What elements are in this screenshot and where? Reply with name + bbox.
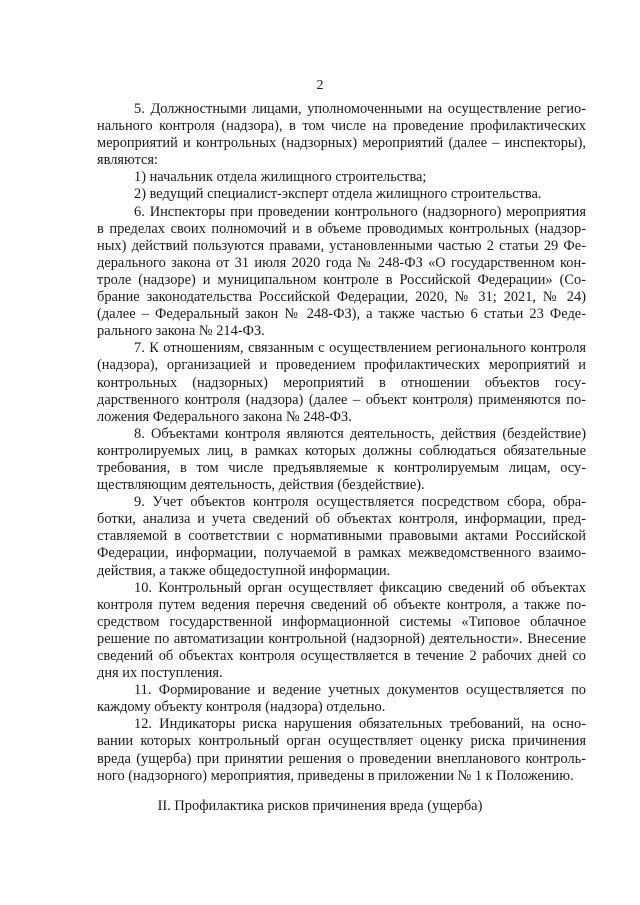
paragraph-5-inspectors: 5. Должностными лицами, уполномоченными на осуществление регионального контроля (надзора), в том числе на проведение профилактических мероприятий и контрольных (надзорных) мероприятий (далее – инспекторы), являются: xyxy=(97,101,586,169)
section-heading: II. Профилактика рисков причинения вреда (ущерба) xyxy=(157,798,483,814)
paragraph-8-objects: 8. Объектами контроля являются деятельность, действия (бездействие) контролируемых лиц, в рамках которых должны соблюдаться обязательные требования, в том числе предъявляемые к контролируемым лицам, осуществляющим деятельность, действия (бездействие). xyxy=(97,425,586,494)
paragraph-11-documents: 11. Формирование и ведение учетных документов осуществляется по каждому объекту контроля (надзора) отдельно. xyxy=(97,682,586,716)
paragraph-6-rights: 6. Инспекторы при проведении контрольного (надзорного) мероприятия в пределах своих полномочий и в объеме проводимых контрольных (надзорных) действий пользуются правами, установленными частью 2 статьи 29 Федерального закона от 31 июля 2020 года № 248-ФЗ «О государственном контроле (надзоре) и муниципальном контроле в Российской Федерации» (Собрание законодательства Российской Федерации, 2020, № 31; 2021, № 24) (далее – Федеральный закон № 248-ФЗ), а также частью 6 статьи 23 Федерального закона № 214-ФЗ. xyxy=(97,203,586,340)
list-item-1: 1) начальник отдела жилищного строительства; xyxy=(134,169,427,186)
document-body xyxy=(97,101,586,785)
paragraph-7-relations: 7. К отношениям, связанным с осуществлением регионального контроля (надзора), организацией и проведением профилактических мероприятий и контрольных (надзорных) мероприятий в отношении объектов государственного контроля (надзора) (далее – объект контроля) применяются положения Федерального закона № 248-ФЗ. xyxy=(97,340,586,425)
page-number: 2 xyxy=(316,78,324,93)
list-item-2: 2) ведущий специалист-эксперт отдела жилищного строительства. xyxy=(134,186,542,203)
paragraph-12-risk-indicators: 12. Индикаторы риска нарушения обязательных требований, на основании которых контрольный орган осуществляет оценку риска причинения вреда (ущерба) при принятии решения о проведении внепланового контрольного (надзорного) мероприятия, приведены в приложении № 1 к Положению. xyxy=(97,716,586,784)
paragraph-9-accounting: 9. Учет объектов контроля осуществляется посредством сбора, обработки, анализа и учета сведений об объектах контроля, информации, представляемой в соответствии с нормативными правовыми актами Российской Федерации, информации, получаемой в рамках межведомственного взаимодействия, а также общедоступной информации. xyxy=(97,494,586,579)
paragraph-10-records: 10. Контрольный орган осуществляет фиксацию сведений об объектах контроля путем ведения перечня сведений об объекте контроля, а также посредством государственной информационной системы «Типовое облачное решение по автоматизации контрольной (надзорной) деятельности». Внесение сведений об объектах контроля осуществляется в течение 2 рабочих дней со дня их поступления. xyxy=(97,579,586,682)
